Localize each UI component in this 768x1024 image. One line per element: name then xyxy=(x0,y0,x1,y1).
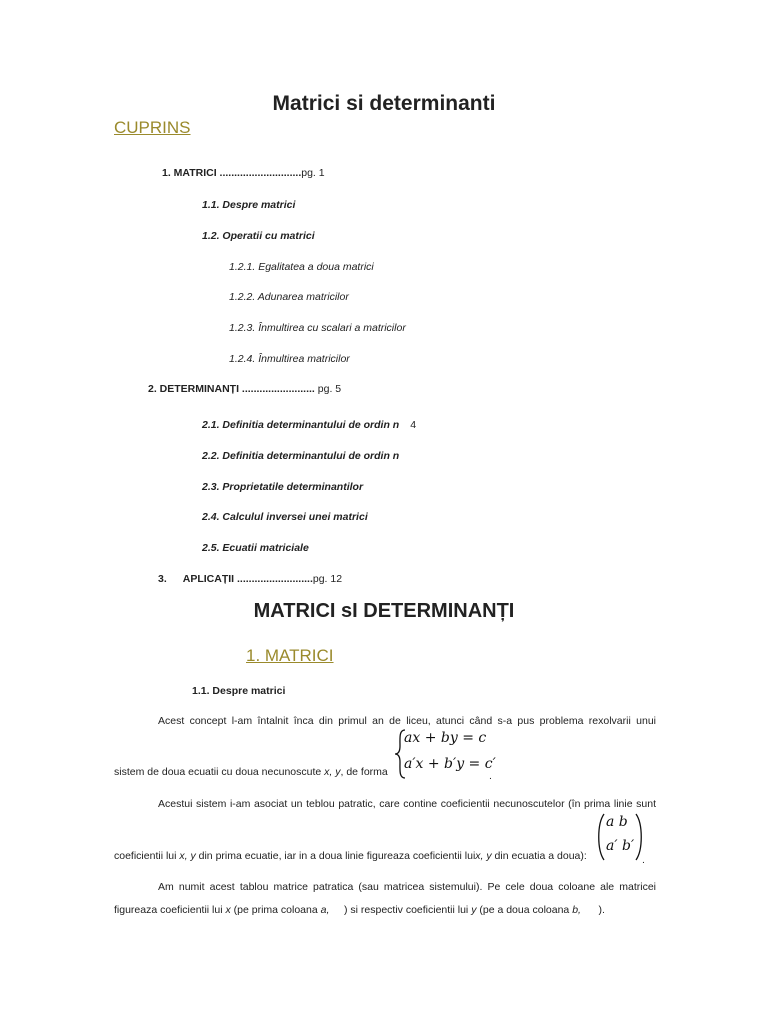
paragraph-2-line-2-e: din ecuatia a doua): xyxy=(491,850,587,862)
paragraph-1-line-2 xyxy=(114,766,388,778)
toc-item-1-2-3: 1.2.3. Înmultirea cu scalari a matricilor xyxy=(229,322,406,334)
p3-e: ) si respectiv coeficientii lui xyxy=(329,904,472,916)
toc-item-2-page: pg. 5 xyxy=(314,383,342,395)
toc-item-1-page: pg. 1 xyxy=(301,167,325,179)
toc-item-3-num: 3. xyxy=(158,573,167,585)
toc-item-3-page: pg. 12 xyxy=(312,573,343,585)
p3-h: b, xyxy=(572,904,581,916)
toc-item-2 xyxy=(148,383,341,395)
document-title: Matrici si determinanti xyxy=(272,92,496,115)
paragraph-2-line-1: Acestui sistem i-am asociat un teblou patratic, care contine coeficientii necunoscutelor (în prima linie sunt xyxy=(158,798,656,810)
p3-i: ). xyxy=(580,904,605,916)
toc-item-1-2-4: 1.2.4. Înmultirea matricilor xyxy=(229,353,350,365)
toc-item-2-label: 2. DETERMINANȚI ......................... xyxy=(148,383,315,395)
toc-item-1-label: 1. MATRICI ............................ xyxy=(162,167,302,179)
equation-system xyxy=(394,728,494,780)
p3-d: a, xyxy=(320,904,330,916)
toc-item-3 xyxy=(158,573,342,585)
paragraph-1-line-2-end: , de forma xyxy=(340,766,388,778)
subsection-1-1-heading: 1.1. Despre matrici xyxy=(192,685,286,697)
matrix xyxy=(596,812,644,862)
section-title: MATRICI sI DETERMINANȚI xyxy=(253,600,515,622)
paragraph-2-line-2 xyxy=(114,850,587,862)
paragraph-2-line-2-b: x, y xyxy=(179,850,196,862)
paragraph-1-line-1: Acest concept l-am întalnit înca din primul an de liceu, atunci când s-a pus problema rexolvarii unui xyxy=(158,715,656,727)
p3-f: y xyxy=(471,904,477,916)
matrix-row-2: a′ b′ xyxy=(606,838,635,854)
paragraph-2-line-2-a: coeficientii lui xyxy=(114,850,180,862)
toc-item-2-1-page: 4 xyxy=(410,419,417,431)
toc-item-2-4: 2.4. Calculul inversei unei matrici xyxy=(202,511,368,523)
toc-item-1-2-2: 1.2.2. Adunarea matricilor xyxy=(229,291,349,303)
period: . xyxy=(489,770,492,782)
p3-b: x xyxy=(225,904,231,916)
paragraph-1-vars: x, y xyxy=(324,766,341,778)
toc-item-2-2: 2.2. Definitia determinantului de ordin n xyxy=(202,450,400,462)
toc-item-2-3: 2.3. Proprietatile determinantilor xyxy=(202,481,364,493)
matrix-row-1: a b xyxy=(606,814,628,830)
p3-g: (pe a doua coloana xyxy=(476,904,573,916)
toc-item-1-2: 1.2. Operatii cu matrici xyxy=(202,230,315,242)
paragraph-3-line-1: Am numit acest tablou matrice patratica (sau matricea sistemului). Pe cele doua coloane ale matricei xyxy=(158,881,656,893)
paragraph-1-line-2-text: sistem de doua ecuatii cu doua necunoscute xyxy=(114,766,325,778)
paragraph-2-line-2-d: x, y xyxy=(475,850,492,862)
p3-a: figureaza coeficientii lui xyxy=(114,904,226,916)
toc-heading: CUPRINS xyxy=(114,118,191,137)
toc-item-1-2-1: 1.2.1. Egalitatea a doua matrici xyxy=(229,261,374,273)
toc-item-2-1-label: 2.1. Definitia determinantului de ordin n xyxy=(202,419,400,431)
toc-item-2-1 xyxy=(202,419,416,431)
toc-item-1 xyxy=(162,167,325,179)
toc-item-1-1: 1.1. Despre matrici xyxy=(202,199,296,211)
equation-2: a′x + b′y = c′ xyxy=(404,756,496,772)
section-1-heading: 1. MATRICI xyxy=(246,646,334,665)
p3-c: (pe prima coloana xyxy=(230,904,321,916)
equation-1: ax + by = c xyxy=(404,730,487,746)
paragraph-2-line-2-c: din prima ecuatie, iar in a doua linie figureaza coeficientii lui xyxy=(195,850,476,862)
period-2: . xyxy=(642,854,645,866)
toc-item-3-label: APLICAȚII .......................... xyxy=(182,573,313,585)
paragraph-3-line-2 xyxy=(114,904,605,916)
toc-item-2-5: 2.5. Ecuatii matriciale xyxy=(202,542,309,554)
